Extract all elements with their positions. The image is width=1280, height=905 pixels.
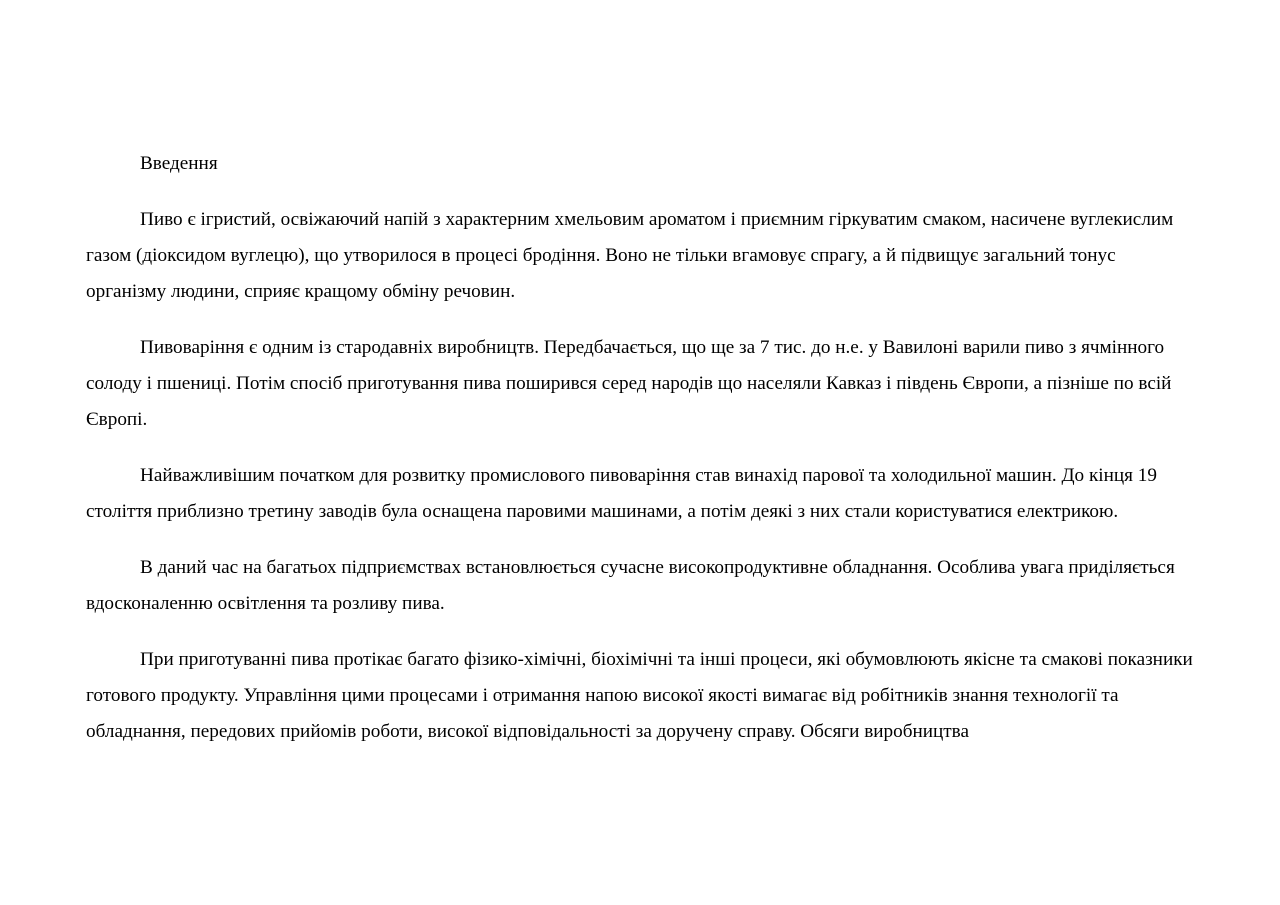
paragraph-4: В даний час на багатьох підприємствах встановлюється сучасне високопродуктивне обладнання. Особлива увага приділяється вдосконаленню освітлення та розливу пива. (86, 557, 1175, 614)
section-heading: Введення (140, 153, 218, 174)
paragraph-3: Найважливішим початком для розвитку промислового пивоваріння став винахід парової та холодильної машин. До кінця 19 століття приблизно третину заводів була оснащена паровими машинами, а потім деякі з них стали користуватися електрикою. (86, 465, 1157, 522)
document-body (86, 146, 1196, 770)
paragraph-1: Пиво є ігристий, освіжаючий напій з характерним хмельовим ароматом і приємним гіркуватим смаком, насичене вуглекислим газом (діоксидом вуглецю), що утворилося в процесі бродіння. Воно не тільки вгамовує спрагу, а й підвищує загальний тонус організму людини, сприяє кращому обміну речовин. (86, 209, 1174, 302)
paragraph-2: Пивоваріння є одним із стародавніх виробництв. Передбачається, що ще за 7 тис. до н.е. у Вавилоні варили пиво з ячмінного солоду і пшениці. Потім спосіб приготування пива поширився серед народів що населяли Кавказ і південь Європи, а пізніше по всій Європі. (86, 337, 1172, 430)
paragraph-5: При приготуванні пива протікає багато фізико-хімічні, біохімічні та інші процеси, які обумовлюють якісне та смакові показники готового продукту. Управління цими процесами і отримання напою високої якості вимагає від робітників знання технології та обладнання, передових прийомів роботи, високої відповідальності за доручену справу. Обсяги виробництва (86, 649, 1193, 742)
